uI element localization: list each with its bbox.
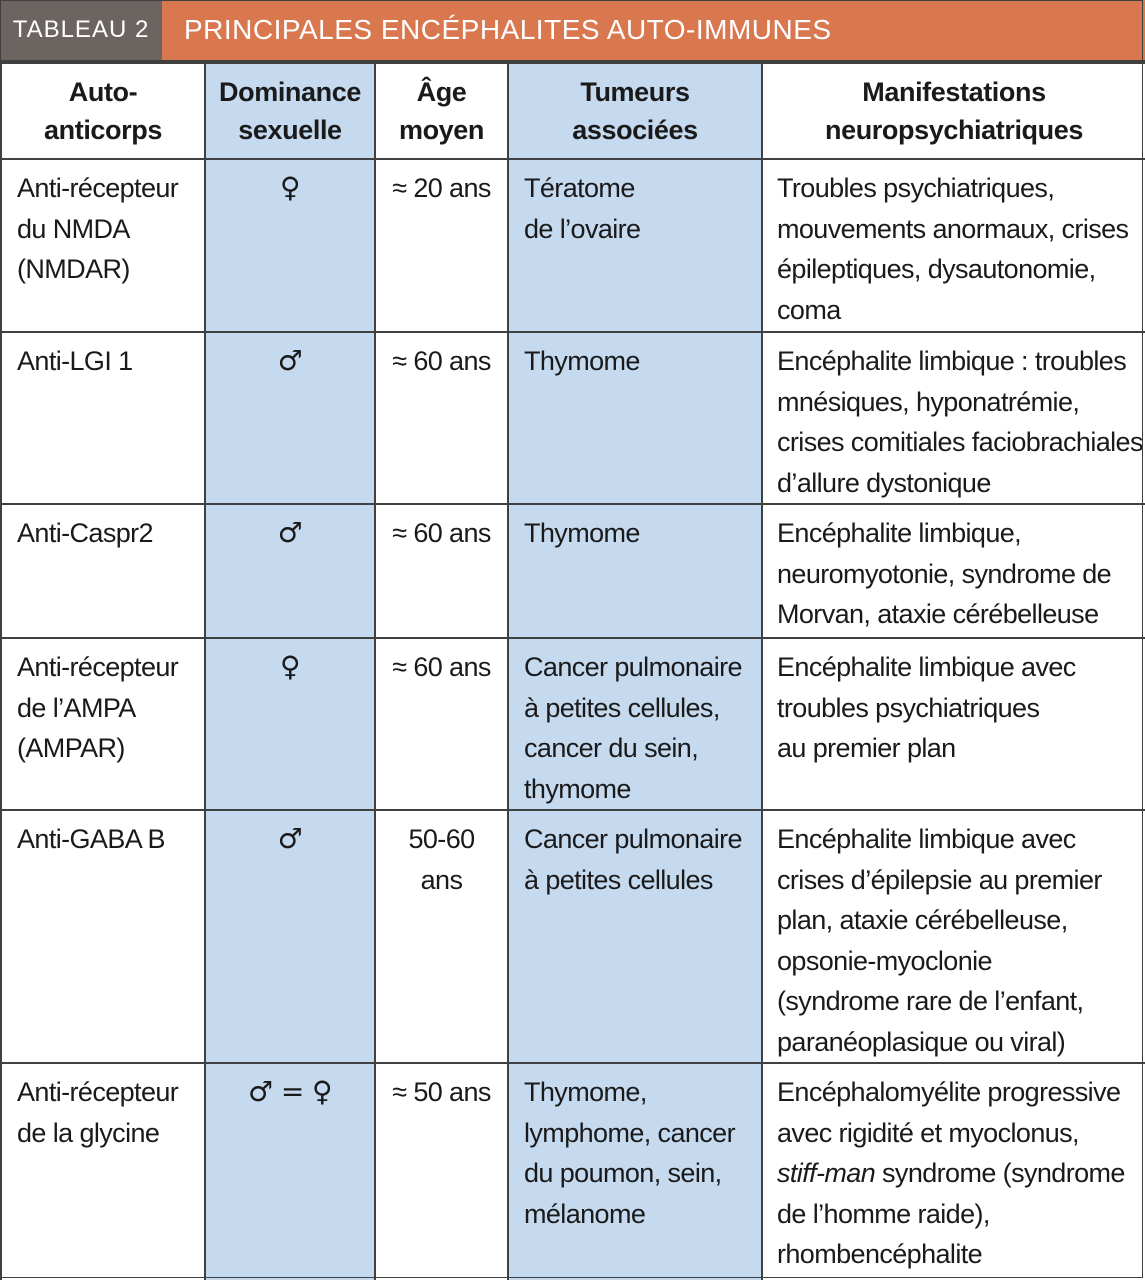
cell-manifestations: Encéphalomyélite progressive avec rigidité et myoclonus, stiff-man syndrome (syndrome de l’homme raide), rhombencéphalite bbox=[762, 1063, 1145, 1280]
cell-tumeurs: Thymome bbox=[508, 332, 762, 504]
female-symbol-icon: ♀ bbox=[280, 650, 300, 683]
male-equals-female-symbol-icon: ♂ = ♀ bbox=[248, 1075, 332, 1108]
header-age: Âge moyen bbox=[375, 63, 508, 159]
cell-manifestations: Encéphalite limbique avec troubles psychiatriques au premier plan bbox=[762, 638, 1145, 810]
cell-autoanticorps: Anti-Caspr2 bbox=[1, 504, 205, 638]
cell-manifestations: Encéphalite limbique avec crises d’épilepsie au premier plan, ataxie cérébelleuse, opsonie-myoclonie (syndrome rare de l’enfant, paranéoplasique ou viral) bbox=[762, 810, 1145, 1063]
male-symbol-icon: ♂ bbox=[277, 822, 303, 855]
header-autoanticorps: Auto- anticorps bbox=[1, 63, 205, 159]
cell-autoanticorps: Anti-récepteur de la glycine bbox=[1, 1063, 205, 1280]
cell-age: ≈ 60 ans bbox=[375, 504, 508, 638]
table-number-label: TABLEAU 2 bbox=[0, 0, 162, 60]
cell-tumeurs: Tératome de l’ovaire bbox=[508, 159, 762, 332]
table-title: PRINCIPALES ENCÉPHALITES AUTO-IMMUNES bbox=[184, 14, 832, 45]
header-dominance: Dominance sexuelle bbox=[205, 63, 375, 159]
cell-age: ≈ 20 ans bbox=[375, 159, 508, 332]
cell-autoanticorps: Anti-récepteur de l’AMPA (AMPAR) bbox=[1, 638, 205, 810]
header-manifestations: Manifestations neuropsychiatriques bbox=[762, 63, 1145, 159]
cell-age: 50-60 ans bbox=[375, 810, 508, 1063]
cell-tumeurs: Thymome bbox=[508, 504, 762, 638]
male-symbol-icon: ♂ bbox=[277, 344, 303, 377]
cell-age: ≈ 60 ans bbox=[375, 332, 508, 504]
cell-tumeurs: Cancer pulmonaire à petites cellules bbox=[508, 810, 762, 1063]
cell-manifestations: Encéphalite limbique : troubles mnésiques, hyponatrémie, crises comitiales faciobrachiales d’allure dystonique bbox=[762, 332, 1145, 504]
cell-age: ≈ 60 ans bbox=[375, 638, 508, 810]
male-symbol-icon: ♂ bbox=[277, 516, 303, 549]
cell-manifestations: Troubles psychiatriques, mouvements anormaux, crises épileptiques, dysautonomie, coma bbox=[762, 159, 1145, 332]
cell-tumeurs: Cancer pulmonaire à petites cellules, cancer du sein, thymome bbox=[508, 638, 762, 810]
cell-age: ≈ 50 ans bbox=[375, 1063, 508, 1280]
cell-tumeurs: Thymome, lymphome, cancer du poumon, sein, mélanome bbox=[508, 1063, 762, 1280]
cell-manifestations: Encéphalite limbique, neuromyotonie, syndrome de Morvan, ataxie cérébelleuse bbox=[762, 504, 1145, 638]
header-tumeurs: Tumeurs associées bbox=[508, 63, 762, 159]
cell-autoanticorps: Anti-GABA B bbox=[1, 810, 205, 1063]
cell-autoanticorps: Anti-LGI 1 bbox=[1, 332, 205, 504]
cell-autoanticorps: Anti-récepteur du NMDA (NMDAR) bbox=[1, 159, 205, 332]
female-symbol-icon: ♀ bbox=[280, 171, 300, 204]
italic-term: stiff-man bbox=[777, 1158, 876, 1188]
